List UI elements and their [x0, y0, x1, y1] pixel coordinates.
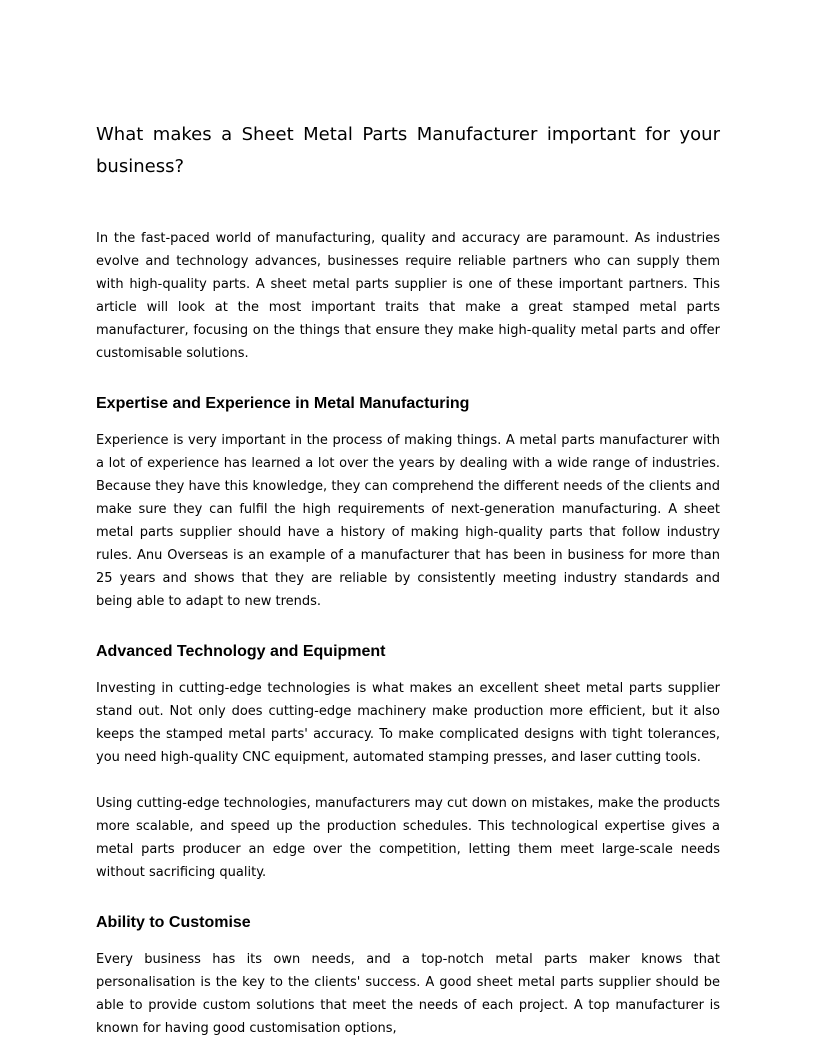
intro-paragraph: In the fast-paced world of manufacturing, quality and accuracy are paramount. As industries evolve and technology advances, businesses require reliable partners who can supply them with high-quality parts. A sheet metal parts supplier is one of these important partners. This article will look at the most important traits that make a great stamped metal parts manufacturer, focusing on the things that ensure they make high-quality metal parts and offer customisable solutions.: [96, 231, 720, 361]
document-page: [96, 119, 720, 1040]
section-heading-expertise: Expertise and Experience in Metal Manufacturing: [96, 395, 470, 412]
expertise-paragraph: Experience is very important in the process of making things. A metal parts manufacturer with a lot of experience has learned a lot over the years by dealing with a wide range of industries. Because they have this knowledge, they can comprehend the different needs of the clients and make sure they can fulfil the high requirements of next-generation manufacturing. A sheet metal parts supplier should have a history of making high-quality parts that follow industry rules. Anu Overseas is an example of a manufacturer that has been in business for more than 25 years and shows that they are reliable by consistently meeting industry standards and being able to adapt to new trends.: [96, 433, 720, 609]
technology-paragraph-2: Using cutting-edge technologies, manufacturers may cut down on mistakes, make the products more scalable, and speed up the production schedules. This technological expertise gives a metal parts producer an edge over the competition, letting them meet large-scale needs without sacrificing quality.: [96, 796, 720, 880]
technology-paragraph-1: Investing in cutting-edge technologies is what makes an excellent sheet metal parts supplier stand out. Not only does cutting-edge machinery make production more efficient, but it also keeps the stamped metal parts' accuracy. To make complicated designs with tight tolerances, you need high-quality CNC equipment, automated stamping presses, and laser cutting tools.: [96, 681, 720, 765]
section-heading-technology: Advanced Technology and Equipment: [96, 643, 386, 660]
section-heading-customise: Ability to Customise: [96, 914, 251, 931]
customise-paragraph: Every business has its own needs, and a top-notch metal parts maker knows that personalisation is the key to the clients' success. A good sheet metal parts supplier should be able to provide custom solutions that meet the needs of each project. A top manufacturer is known for having good customisation options,: [96, 952, 720, 1036]
article-title: What makes a Sheet Metal Parts Manufacturer important for your business?: [96, 124, 720, 177]
